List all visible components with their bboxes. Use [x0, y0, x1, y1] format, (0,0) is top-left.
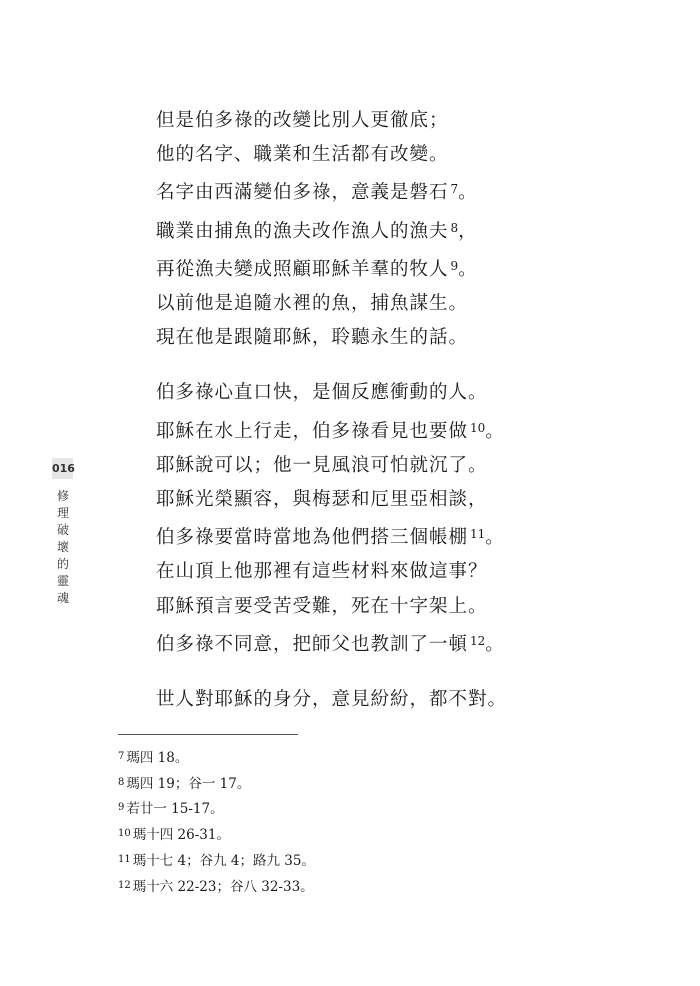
stanza [156, 376, 507, 662]
footnote-ref: 10 [470, 420, 486, 435]
poem-line: 伯多祿心直口快，是個反應衝動的人。 [156, 382, 488, 404]
footnotes [118, 745, 315, 899]
stanza [156, 683, 507, 717]
poem-line: 耶穌說可以；他一見風浪可怕就沉了。 [156, 454, 488, 476]
poem-line: 在山頂上他那裡有這些材料來做這事？ [156, 561, 488, 583]
poem-line: 耶穌在水上行走，伯多祿看見也要做 $^{10}$。 [156, 420, 505, 442]
poem-line: 他的名字、職業和生活都有改變。 [156, 144, 449, 166]
stanza [156, 104, 507, 355]
poem-line: 名字由西滿變伯多祿，意義是磐石 $^7$。 [156, 182, 478, 204]
footnote: $^{11}$ 瑪十七 4；谷九 4；路九 35。 [118, 852, 315, 869]
poem-line: 再從漁夫變成照顧耶穌羊羣的牧人 $^9$。 [156, 258, 478, 280]
poem-body [156, 104, 507, 738]
poem-line: 現在他是跟隨耶穌，聆聽永生的話。 [156, 327, 469, 349]
footnote-ref: 12 [470, 633, 486, 648]
poem-line: 伯多祿要當時當地為他們搭三個帳棚 $^{11}$。 [156, 527, 505, 549]
footnote: $^7$ 瑪四 18。 [118, 750, 189, 766]
poem-line: 世人對耶穌的身分，意見紛紛，都不對。 [156, 689, 508, 711]
poem-line: 伯多祿不同意，把師父也教訓了一頓 $^{12}$。 [156, 633, 505, 655]
poem-line: 以前他是追隨水裡的魚，捕魚謀生。 [156, 293, 469, 315]
running-book-title: 修理破壞的靈魂 [56, 489, 69, 605]
footnote-ref: 7 [450, 182, 459, 197]
footnote-ref: 9 [450, 258, 459, 273]
poem-line: 職業由捕魚的漁夫改作漁人的漁夫 $^8$， [156, 220, 478, 242]
footnote-divider [118, 734, 298, 735]
poem-line: 耶穌預言要受苦受難，死在十字架上。 [156, 595, 488, 617]
footnote: $^9$ 若廿一 15-17。 [118, 801, 224, 818]
poem-line: 耶穌光榮顯容，與梅瑟和厄里亞相談， [156, 489, 488, 511]
footnote: $^8$ 瑪四 19；谷一 17。 [118, 775, 251, 792]
footnote: $^{12}$ 瑪十六 22-23；谷八 32-33。 [118, 878, 314, 895]
footnote-ref: 11 [470, 527, 486, 542]
footnote-ref: 8 [450, 220, 459, 235]
poem-line: 但是伯多祿的改變比別人更徹底； [156, 110, 449, 131]
page-number-tab: 016 [52, 458, 73, 479]
footnote: $^{10}$ 瑪十四 26-31。 [118, 827, 230, 844]
